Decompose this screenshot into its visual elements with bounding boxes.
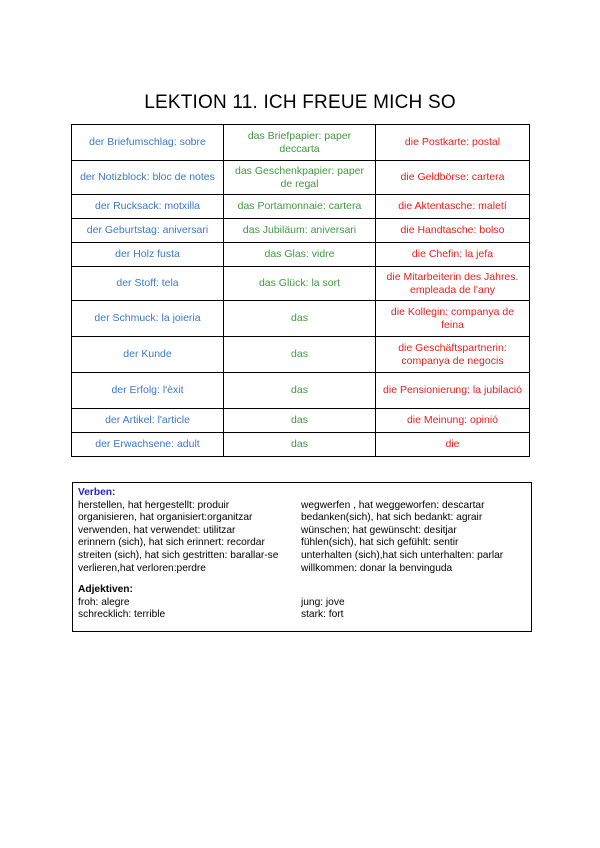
adjectives-heading: Adjektiven: [78,584,133,596]
list-item: organisieren, hat organisiert:organitzar [78,512,253,524]
list-item: willkommen: donar la benvinguda [301,562,453,574]
feminine-cell: die Geschäftspartnerin: companya de negocis [376,337,530,373]
neuter-cell: das Geschenkpapier: paper de regal [224,161,376,195]
table-row [72,195,530,219]
table-row [72,409,530,433]
neuter-cell: das [224,337,376,373]
neuter-cell: das [224,301,376,337]
feminine-cell: die Pensionierung: la jubilació [376,373,530,409]
list-item: streiten (sich), hat sich gestritten: barallar-se [78,549,279,561]
masculine-cell: der Briefumschlag: sobre [72,125,224,161]
list-item: froh: alegre [78,596,130,608]
list-item: schrecklich: terrible [78,609,166,621]
masculine-cell: der Notizblock: bloc de notes [72,161,224,195]
list-item: unterhalten (sich),hat sich unterhalten: parlar [301,549,504,561]
list-item: fühlen(sich), hat sich gefühlt: sentir [301,537,459,549]
feminine-cell: die Aktentasche: maletí [376,195,530,219]
verbs-list [78,500,526,576]
vocabulary-box [72,482,532,632]
masculine-cell: der Kunde [72,337,224,373]
neuter-cell: das Jubiläum: aniversari [224,219,376,243]
masculine-cell: der Stoff: tela [72,267,224,301]
neuter-cell: das [224,433,376,457]
page-title: LEKTION 11. ICH FREUE MICH SO [144,92,456,113]
table-row [72,219,530,243]
list-item: jung: jove [301,596,345,608]
feminine-cell: die [376,433,530,457]
verbs-right-column [301,500,526,576]
table-row [72,373,530,409]
list-item: wünschen; hat gewünscht: desitjar [301,524,457,536]
masculine-cell: der Rucksack: motxilla [72,195,224,219]
table-row [72,161,530,195]
adjectives-left-column [78,597,301,622]
adjectives-right-column [301,597,526,622]
list-item: bedanken(sich), hat sich bedankt: agrair [301,512,483,524]
neuter-cell: das Glück: la sort [224,267,376,301]
feminine-cell: die Postkarte: postal [376,125,530,161]
vocabulary-table [71,124,530,457]
table-row [72,337,530,373]
masculine-cell: der Holz fusta [72,243,224,267]
list-item: erinnern (sich), hat sich erinnert: recordar [78,537,265,549]
feminine-cell: die Mitarbeiterin des Jahres. empleada de l'any [376,267,530,301]
masculine-cell: der Geburtstag: aniversari [72,219,224,243]
table-row [72,301,530,337]
masculine-cell: der Erfolg: l'èxit [72,373,224,409]
feminine-cell: die Chefin: la jefa [376,243,530,267]
table-row [72,125,530,161]
masculine-cell: der Artikel: l'article [72,409,224,433]
verbs-heading: Verben: [78,487,116,498]
neuter-cell: das Briefpapier: paper deccarta [224,125,376,161]
list-item: herstellen, hat hergestellt: produir [78,499,230,511]
masculine-cell: der Schmuck: la joieria [72,301,224,337]
neuter-cell: das [224,373,376,409]
neuter-cell: das Portamonnaie: cartera [224,195,376,219]
feminine-cell: die Handtasche: bolso [376,219,530,243]
neuter-cell: das [224,409,376,433]
list-item: verlieren,hat verloren:perdre [78,562,206,574]
feminine-cell: die Meinung: opinió [376,409,530,433]
masculine-cell: der Erwachsene: adult [72,433,224,457]
adjectives-list [78,597,526,622]
table-row [72,267,530,301]
list-item: stark: fort [301,609,344,621]
verbs-left-column [78,500,301,576]
list-item: wegwerfen , hat weggeworfen: descartar [301,499,485,511]
feminine-cell: die Geldbörse: cartera [376,161,530,195]
table-row [72,433,530,457]
neuter-cell: das Glas: vidre [224,243,376,267]
table-row [72,243,530,267]
list-item: verwenden, hat verwendet: utilitzar [78,524,236,536]
feminine-cell: die Kollegin: companya de feina [376,301,530,337]
